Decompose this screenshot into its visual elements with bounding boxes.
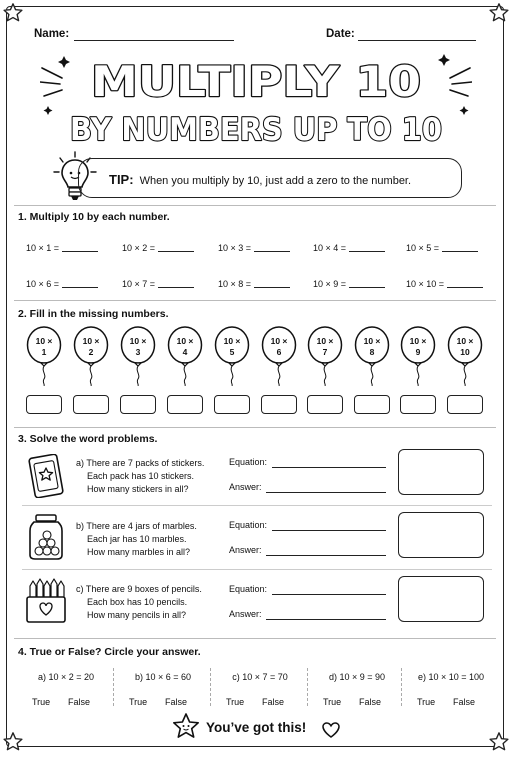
column-separator (113, 668, 114, 706)
true-false-statement: c) 10 × 7 = 70 (232, 672, 288, 682)
star-icon (2, 2, 24, 24)
word-problem-text: c) There are 9 boxes of pencils. Each box has 10 pencils. How many pencils in all? (76, 584, 202, 620)
answer-box[interactable] (354, 395, 390, 414)
answer-box[interactable] (400, 395, 436, 414)
answer-label: Answer: (229, 609, 262, 619)
sparkle-icon (58, 56, 70, 68)
false-option[interactable]: False (453, 697, 476, 707)
multiplication-problem: 10 × 7 = (122, 279, 194, 289)
answer-box[interactable] (167, 395, 203, 414)
answer-label: Answer: (229, 482, 262, 492)
heart-icon (322, 722, 340, 738)
balloon-icon: 10 × 7 (305, 326, 345, 386)
multiplication-problem: 10 × 4 = (313, 243, 385, 253)
answer-blank[interactable] (447, 287, 483, 288)
balloon-icon: 10 × 1 (24, 326, 64, 386)
problem-divider (22, 505, 492, 506)
answer-box[interactable] (214, 395, 250, 414)
problem-divider (22, 569, 492, 570)
equation-label: Equation: (229, 457, 268, 467)
answer-blank[interactable] (254, 287, 290, 288)
section3-heading: 3. Solve the word problems. (18, 433, 158, 445)
answer-blank[interactable] (442, 251, 478, 252)
answer-blank[interactable] (62, 251, 98, 252)
true-option[interactable]: True (323, 697, 342, 707)
star-icon (2, 731, 24, 753)
equation-field[interactable] (272, 530, 386, 531)
title-line-2: BY NUMBERS UP TO 10 (70, 112, 442, 148)
multiplication-problem: 10 × 3 = (218, 243, 290, 253)
word-problem-text: a) There are 7 packs of stickers. Each pack has 10 stickers. How many stickers in all? (76, 458, 205, 494)
work-box[interactable] (398, 449, 484, 495)
answer-blank[interactable] (349, 287, 385, 288)
answer-box[interactable] (261, 395, 297, 414)
sparkle-icon (438, 54, 450, 66)
sparkle-icon (460, 106, 469, 115)
name-label: Name: (34, 28, 70, 40)
section2-heading: 2. Fill in the missing numbers. (18, 308, 169, 320)
marble-jar-icon (26, 513, 66, 561)
multiplication-problem: 10 × 6 = (26, 279, 98, 289)
answer-field[interactable] (266, 555, 386, 556)
answer-blank[interactable] (254, 251, 290, 252)
answer-box[interactable] (26, 395, 62, 414)
section4-heading: 4. True or False? Circle your answer. (18, 646, 201, 658)
tip-box (78, 158, 462, 198)
worksheet-title (40, 48, 472, 148)
column-separator (401, 668, 402, 706)
work-box[interactable] (398, 512, 484, 558)
pencil-box-icon (24, 578, 68, 624)
title-line-1: MULTIPLY 10 (91, 57, 421, 106)
date-label: Date: (326, 28, 355, 40)
section1-heading: 1. Multiply 10 by each number. (18, 211, 170, 223)
true-false-statement: b) 10 × 6 = 60 (134, 672, 192, 682)
true-false-statement: e) 10 × 10 = 100 (417, 672, 485, 682)
word-problem-text: b) There are 4 jars of marbles. Each jar has 10 marbles. How many marbles in all? (76, 521, 197, 557)
equation-field[interactable] (272, 467, 386, 468)
date-field[interactable] (358, 40, 476, 41)
section-divider (14, 427, 496, 428)
multiplication-problem: 10 × 9 = (313, 279, 385, 289)
sticker-pack-icon (26, 454, 66, 498)
section-divider (14, 205, 496, 206)
work-box[interactable] (398, 576, 484, 622)
tip-label: TIP: (109, 172, 134, 187)
balloon-icon: 10 × 5 (212, 326, 252, 386)
balloon-icon: 10 × 2 (71, 326, 111, 386)
tip-text: When you multiply by 10, just add a zero to the number. (139, 175, 412, 187)
false-option[interactable]: False (359, 697, 382, 707)
multiplication-problem: 10 × 2 = (122, 243, 194, 253)
answer-blank[interactable] (349, 251, 385, 252)
answer-box[interactable] (120, 395, 156, 414)
answer-blank[interactable] (62, 287, 98, 288)
multiplication-problem: 10 × 5 = (406, 243, 478, 253)
balloon-icon: 10 × 8 (352, 326, 392, 386)
section-divider (14, 300, 496, 301)
equation-field[interactable] (272, 594, 386, 595)
equation-label: Equation: (229, 520, 268, 530)
balloon-icon: 10 × 6 (259, 326, 299, 386)
star-icon (488, 2, 510, 24)
star-icon (170, 712, 202, 742)
answer-label: Answer: (229, 545, 262, 555)
multiplication-problem: 10 × 8 = (218, 279, 290, 289)
column-separator (210, 668, 211, 706)
answer-field[interactable] (266, 492, 386, 493)
encouragement-text: You’ve got this! (206, 720, 307, 735)
true-option[interactable]: True (417, 697, 436, 707)
true-option[interactable]: True (32, 697, 51, 707)
answer-blank[interactable] (158, 287, 194, 288)
true-option[interactable]: True (129, 697, 148, 707)
section-divider (14, 638, 496, 639)
column-separator (307, 668, 308, 706)
false-option[interactable]: False (68, 697, 91, 707)
true-option[interactable]: True (226, 697, 245, 707)
answer-blank[interactable] (158, 251, 194, 252)
false-option[interactable]: False (165, 697, 188, 707)
sparkle-icon (44, 106, 53, 115)
answer-field[interactable] (266, 619, 386, 620)
star-icon (488, 731, 510, 753)
balloon-icon: 10 × 9 (398, 326, 438, 386)
balloon-icon: 10 × 10 (445, 326, 485, 386)
true-false-statement: a) 10 × 2 = 20 (37, 672, 95, 682)
balloon-icon: 10 × 3 (118, 326, 158, 386)
balloon-icon: 10 × 4 (165, 326, 205, 386)
answer-box[interactable] (73, 395, 109, 414)
multiplication-problem: 10 × 10 = (406, 279, 483, 289)
answer-box[interactable] (307, 395, 343, 414)
answer-box[interactable] (447, 395, 483, 414)
multiplication-problem: 10 × 1 = (26, 243, 98, 253)
equation-label: Equation: (229, 584, 268, 594)
true-false-statement: d) 10 × 9 = 90 (328, 672, 386, 682)
false-option[interactable]: False (262, 697, 285, 707)
name-field[interactable] (74, 40, 234, 41)
